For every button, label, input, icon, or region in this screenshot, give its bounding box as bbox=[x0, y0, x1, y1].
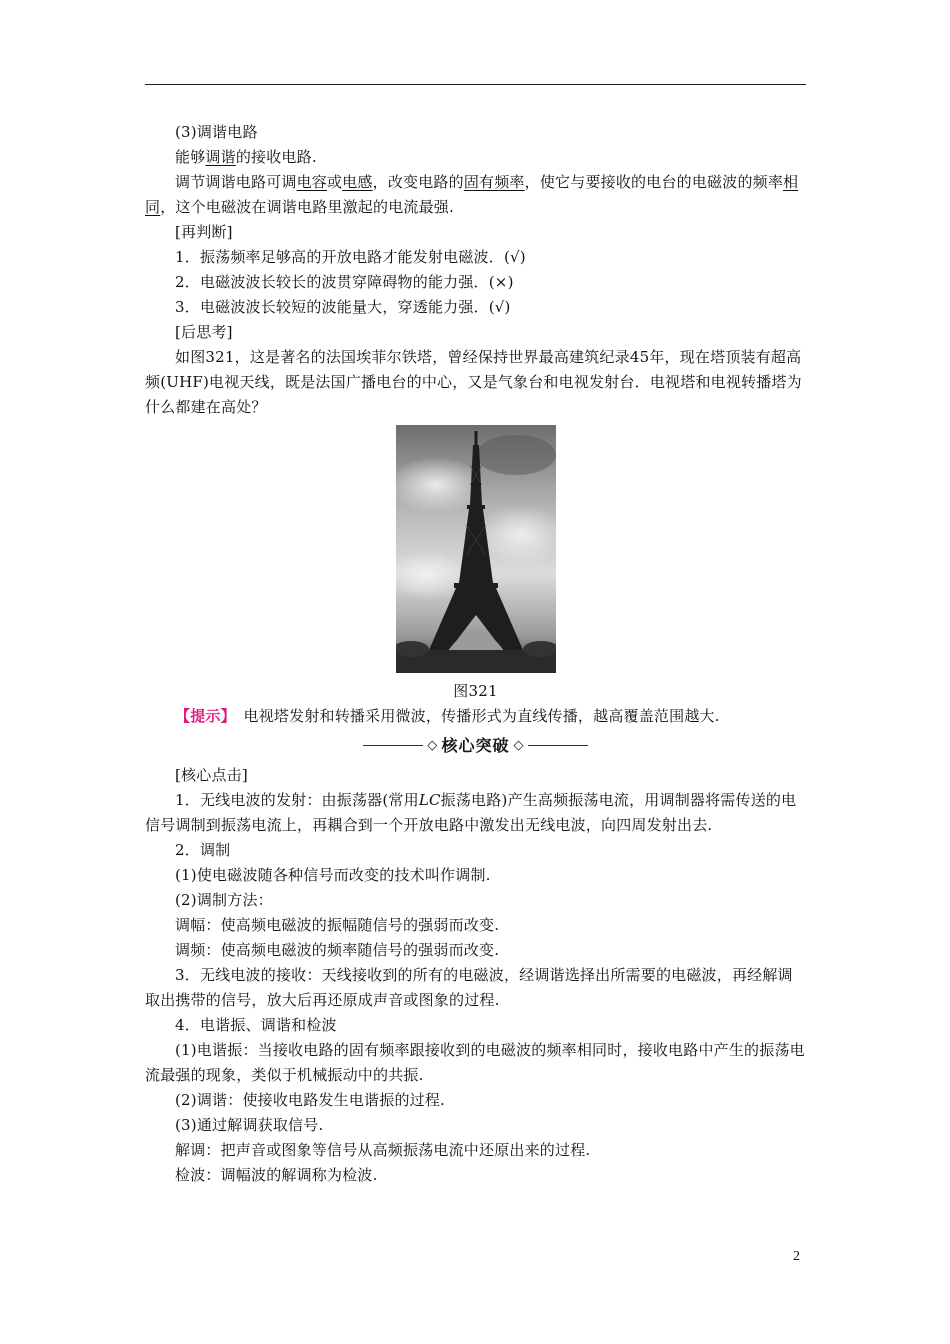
divider-line-right bbox=[528, 745, 588, 746]
think-question: 如图321，这是著名的法国埃菲尔铁塔，曾经保持世界最高建筑纪录45年，现在塔顶装有超高频(UHF)电视天线，既是法国广播电台的中心，又是气象台和电视发射台．电视塔和电视转播塔为什么都建在高处？ bbox=[145, 348, 802, 416]
divider-line-left bbox=[363, 745, 423, 746]
think-heading: [后思考] bbox=[175, 323, 233, 341]
core-point-resonance: 4．电谐振、调谐和检波 bbox=[175, 1016, 337, 1034]
section-title: 核心突破 bbox=[441, 735, 510, 755]
figure-caption: 图321 bbox=[453, 682, 498, 700]
modulation-am: 调幅：使高频电磁波的振幅随信号的强弱而改变. bbox=[175, 916, 500, 934]
subsection-heading-tuning-circuit: (3)调谐电路 bbox=[175, 123, 258, 141]
section-divider-core bbox=[145, 731, 806, 759]
modulation-methods: (2)调制方法： bbox=[175, 891, 273, 909]
hint-paragraph: 【提示】 电视塔发射和转播采用微波，传播形式为直线传播，越高覆盖范围越大. bbox=[175, 707, 720, 725]
core-heading: [核心点击] bbox=[175, 766, 248, 784]
judge-item: 1．振荡频率足够高的开放电路才能发射电磁波．(√) bbox=[175, 248, 526, 266]
eiffel-tower-photo bbox=[396, 425, 556, 673]
core-point-modulation: 2．调制 bbox=[175, 841, 231, 859]
detection-definition: 检波：调幅波的解调称为检波. bbox=[175, 1166, 378, 1184]
modulation-fm: 调频：使高频电磁波的频率随信号的强弱而改变. bbox=[175, 941, 500, 959]
page-number: 2 bbox=[793, 1249, 800, 1264]
judge-item: 3．电磁波波长较短的波能量大，穿透能力强．(√) bbox=[175, 298, 511, 316]
judge-heading: [再判断] bbox=[175, 223, 233, 241]
demodulation-definition: 解调：把声音或图象等信号从高频振荡电流中还原出来的过程. bbox=[175, 1141, 591, 1159]
tuning-circuit-definition: 能够调谐的接收电路. bbox=[175, 148, 317, 166]
tuning-circuit-description: 调节调谐电路可调电容或电感，改变电路的固有频率，使它与要接收的电台的电磁波的频率相同，这个电磁波在调谐电路里激起的电流最强. bbox=[145, 173, 799, 216]
core-point-transmission: 1．无线电波的发射：由振荡器(常用LC振荡电路)产生高频振荡电流，用调制器将需传送的电信号调制到振荡电流上，再耦合到一个开放电路中激发出无线电波，向四周发射出去. bbox=[145, 791, 797, 834]
demodulation-signal: (3)通过解调获取信号. bbox=[175, 1116, 324, 1134]
diamond-icon: ◇ bbox=[427, 737, 438, 753]
document-body bbox=[145, 120, 806, 1188]
tuning-definition: (2)调谐：使接收电路发生电谐振的过程. bbox=[175, 1091, 446, 1109]
header-rule bbox=[145, 84, 806, 85]
core-point-reception: 3．无线电波的接收：天线接收到的所有的电磁波，经调谐选择出所需要的电磁波，再经解调取出携带的信号，放大后再还原成声音或图象的过程. bbox=[145, 966, 793, 1009]
resonance-definition: (1)电谐振：当接收电路的固有频率跟接收到的电磁波的频率相同时，接收电路中产生的振荡电流最强的现象，类似于机械振动中的共振. bbox=[145, 1041, 805, 1084]
diamond-icon: ◇ bbox=[513, 737, 524, 753]
hint-label: 【提示】 bbox=[175, 707, 229, 725]
modulation-definition: (1)使电磁波随各种信号而改变的技术叫作调制. bbox=[175, 866, 491, 884]
judge-item: 2．电磁波波长较长的波贯穿障碍物的能力强．(×) bbox=[175, 273, 514, 291]
